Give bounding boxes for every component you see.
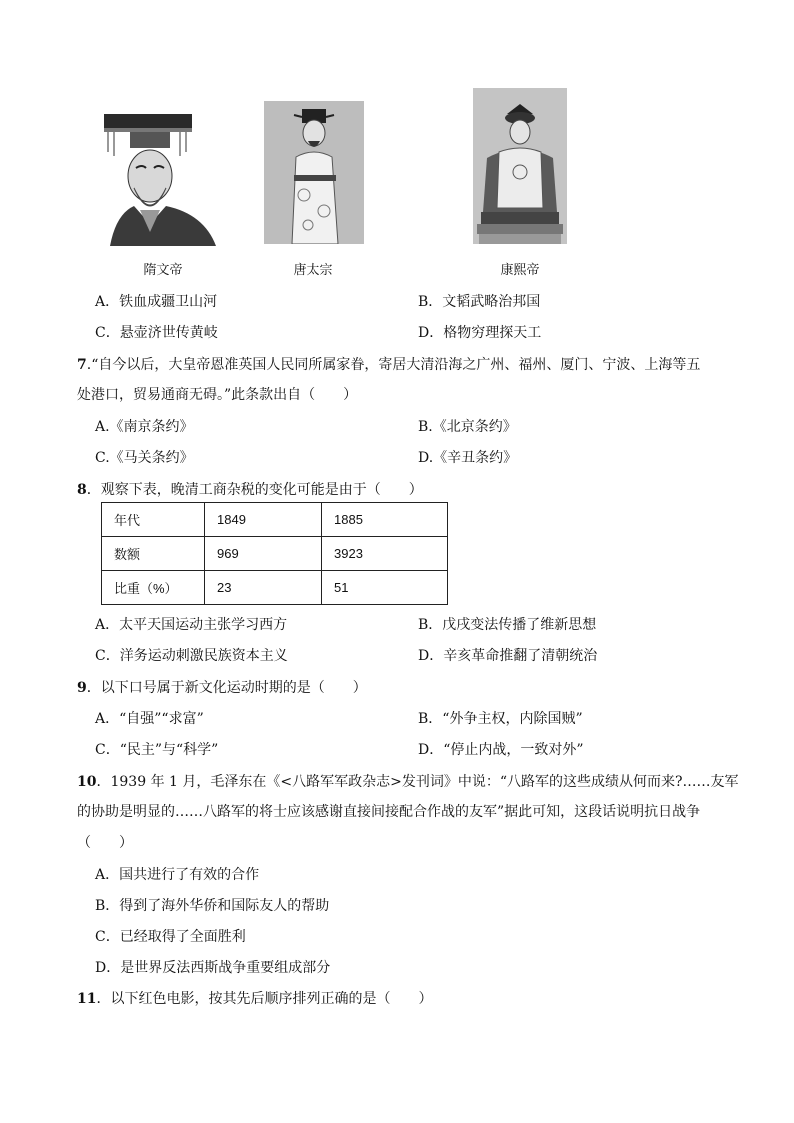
question-number: 9 bbox=[77, 680, 87, 696]
q8-option-b[interactable]: B．戊戌变法传播了维新思想 bbox=[418, 617, 597, 633]
q7-option-a[interactable]: A.《南京条约》 bbox=[95, 419, 194, 435]
q7-option-d[interactable]: D.《辛丑条约》 bbox=[418, 450, 518, 466]
question-7-stem-cont: 处港口，贸易通商无碍。”此条款出自（ ） bbox=[77, 387, 358, 403]
q7-option-b[interactable]: B.《北京条约》 bbox=[418, 419, 517, 435]
question-number: 11 bbox=[77, 991, 97, 1007]
q8-option-c[interactable]: C．洋务运动刺激民族资本主义 bbox=[95, 648, 288, 664]
q6-option-a[interactable]: A．铁血成疆卫山河 bbox=[95, 294, 218, 310]
table-cell: 比重（%） bbox=[102, 571, 205, 605]
question-10-stem-cont: （ ） bbox=[77, 835, 133, 851]
question-text: ．观察下表，晚清工商杂税的变化可能是由于（ ） bbox=[86, 482, 423, 498]
q9-option-a[interactable]: A．“自强”“求富” bbox=[95, 711, 204, 727]
table-cell: 51 bbox=[322, 571, 448, 605]
emperor-portrait-icon bbox=[264, 101, 364, 244]
question-10-stem bbox=[77, 771, 739, 791]
q10-option-c[interactable]: C．已经取得了全面胜利 bbox=[95, 929, 246, 945]
table-cell: 年代 bbox=[102, 503, 205, 537]
q9-option-d[interactable]: D．“停止内战，一致对外” bbox=[418, 742, 584, 758]
portrait-caption: 唐太宗 bbox=[293, 263, 333, 278]
q10-option-a[interactable]: A．国共进行了有效的合作 bbox=[95, 867, 260, 883]
question-7-stem bbox=[77, 354, 700, 374]
table-cell: 3923 bbox=[322, 537, 448, 571]
question-number: 8 bbox=[77, 482, 87, 498]
table-cell: 23 bbox=[205, 571, 322, 605]
q8-option-d[interactable]: D．辛亥革命推翻了清朝统治 bbox=[418, 648, 598, 664]
table-row bbox=[102, 503, 448, 537]
table-cell: 1885 bbox=[322, 503, 448, 537]
q7-option-c[interactable]: C.《马关条约》 bbox=[95, 450, 194, 466]
question-11-stem bbox=[77, 988, 432, 1008]
question-9-stem bbox=[77, 677, 367, 697]
q9-option-c[interactable]: C．“民主”与“科学” bbox=[95, 742, 219, 758]
data-table bbox=[101, 502, 448, 605]
emperor-portrait-icon bbox=[100, 110, 220, 246]
question-text: .“自今以后，大皇帝恩准英国人民同所属家眷，寄居大清沿海之广州、福州、厦门、宁波、上海等五 bbox=[86, 357, 701, 373]
table-row bbox=[102, 537, 448, 571]
table-cell: 数额 bbox=[102, 537, 205, 571]
table-cell: 969 bbox=[205, 537, 322, 571]
question-text: ．以下红色电影，按其先后顺序排列正确的是（ ） bbox=[96, 991, 433, 1007]
question-text: ．1939 年 1 月，毛泽东在《<八路军军政杂志>发刊词》中说：“八路军的这些成绩从何而来?……友军 bbox=[96, 774, 739, 790]
question-number: 10 bbox=[77, 774, 97, 790]
question-text: ．以下口号属于新文化运动时期的是（ ） bbox=[86, 680, 367, 696]
q6-option-c[interactable]: C．悬壶济世传黄岐 bbox=[95, 325, 218, 341]
question-10-stem-cont: 的协助是明显的……八路军的将士应该感谢直接间接配合作战的友军”据此可知，这段话说明抗日战争 bbox=[77, 804, 701, 820]
portrait-caption: 隋文帝 bbox=[143, 263, 183, 278]
question-number: 7 bbox=[77, 357, 87, 373]
emperor-portrait-icon bbox=[473, 88, 567, 244]
q9-option-b[interactable]: B．“外争主权，内除国贼” bbox=[418, 711, 583, 727]
q8-option-a[interactable]: A．太平天国运动主张学习西方 bbox=[95, 617, 288, 633]
question-8-stem bbox=[77, 479, 423, 499]
portrait-caption: 康熙帝 bbox=[500, 263, 540, 278]
q6-option-d[interactable]: D．格物穷理探天工 bbox=[418, 325, 542, 341]
table-cell: 1849 bbox=[205, 503, 322, 537]
q10-option-d[interactable]: D．是世界反法西斯战争重要组成部分 bbox=[95, 960, 331, 976]
q6-option-b[interactable]: B．文韬武略治邦国 bbox=[418, 294, 541, 310]
q10-option-b[interactable]: B．得到了海外华侨和国际友人的帮助 bbox=[95, 898, 330, 914]
table-row bbox=[102, 571, 448, 605]
